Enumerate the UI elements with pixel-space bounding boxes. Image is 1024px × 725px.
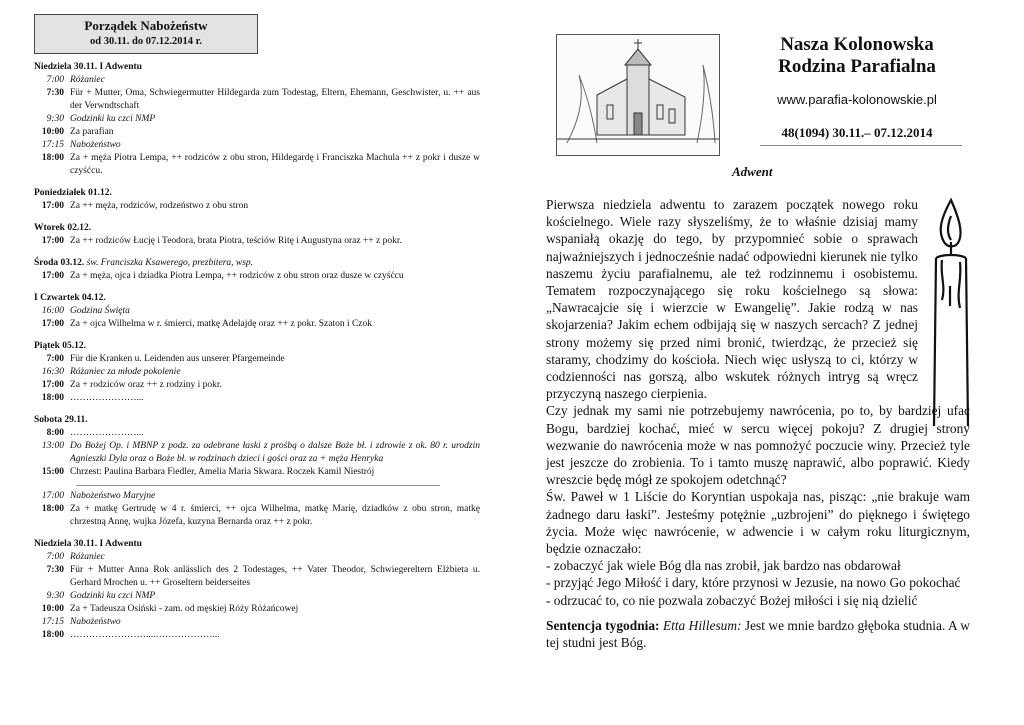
entry-text: Różaniec [70,552,105,562]
entry-time: 9:30 [46,591,64,601]
weekly-sentence [546,617,970,651]
article-paragraph-1: Pierwsza niedziela adwentu to zarazem początek nowego roku kościelnego. Wiele razy słyszeliśmy, że to właśnie dzisiaj mamy wspaniałą okazję do tego, by przypomnieć sobie o sprawach najważniejszych i jednocześnie nadać odpowiedni kierunek nie tylko naszemu życiu parafialnemu, ale też rodzinnemu i osobistemu. Tematem rozpoczynającego się roku kościelnego są słowa: „Nawracajcie się i wierzcie w Ewangelię”. Jakie rodzą w nas skojarzenia? Jakim echem odbijają się w naszych sercach? Z jednej strony możemy się przed nimi bronić, twierdząc, że przecież się staramy, chodzimy do kościoła. Niech więc usłyszą to ci, którzy w codzienności nas gorszą, albo wskutek różnych intryg są wręcz przyczyną naszego cierpienia. [546,197,918,402]
article-paragraph-2: Św. Paweł w 1 Liście do Koryntian uspokaja nas, pisząc: „nie brakuje wam żadnego daru łaski”. Jesteśmy potężnie „uzbrojeni” do pięknego i świętego życia. Może więc nawrócenie, w adwencie i w całym roku liturgicznym, będzie oznaczało: [546,489,970,557]
schedule-entry [34,139,480,152]
schedule-entry [34,305,480,318]
day-heading [34,339,480,353]
schedule-entry [34,590,480,603]
entry-text: Za + ojca Wilhelma w r. śmierci, matkę Adelajdę oraz ++ z pokr. Szaton i Czok [70,319,373,329]
entry-time: 16:30 [41,367,64,377]
entry-text: Do Bożej Op. i MBNP z podz. za odebrane łaski z prośbą o dalsze Boże bł. i zdrowie z ok. 80 r. urodzin Agnieszki Dyla oraz o Boże bł. w rodzinach dzieci i gości oraz za + męża Henryka [70,441,480,464]
article-bullet: - zobaczyć jak wiele Bóg dla nas zrobił, jak bardzo nas obdarował [546,558,901,574]
entry-text: Nabożeństwo [70,140,121,150]
schedule-entry [34,392,480,405]
day-heading [34,60,480,74]
day-heading [34,537,480,551]
day-heading-text: Sobota 29.11. [34,415,88,425]
schedule-entry [34,603,480,616]
day-heading-text: Wtorek 02.12. [34,223,92,233]
day-heading-text: Środa 03.12. [34,258,85,268]
mass-schedule [34,14,480,642]
schedule-title-box [34,14,258,54]
day-heading-text: I Czwartek 04.12. [34,293,106,303]
schedule-day [34,186,480,213]
issue-divider [760,145,962,146]
schedule-day [34,291,480,331]
entry-time: 16:00 [41,306,64,316]
entry-text: Für + Mutter Anna Rok anlässlich des 2 Todestages, ++ Vater Theodor, Schwiegereltern Elżbieta u. Gerhard Mrochen u. ++ Groseltern beiderseites [70,565,480,588]
sentence-text: Jest we mnie bardzo głęboka studnia. A w tej studni jest Bóg. [546,617,970,651]
entry-time: 17:00 [41,236,64,246]
schedule-day [34,339,480,405]
schedule-day [34,221,480,248]
entry-time: 17:00 [41,491,64,501]
schedule-entry [34,551,480,564]
day-heading-note: św. Franciszka Ksawerego, prezbitera, wsp. [86,258,254,268]
entry-text: …………………... [70,428,144,438]
schedule-day [34,413,480,529]
divider [76,485,440,486]
entry-text: …………………... [70,393,144,403]
schedule-entry [34,353,480,366]
schedule-entry [34,466,480,479]
entry-text: Nabożeństwo [70,617,121,627]
schedule-entry [34,74,480,87]
day-heading [34,413,480,427]
advent-article [546,196,970,651]
entry-text: Für die Kranken u. Leidenden aus unserer Pfargemeinde [70,354,285,364]
schedule-dates: od 30.11. do 07.12.2014 r. [90,36,202,47]
entry-time: 18:00 [41,153,64,163]
entry-time: 7:30 [46,88,64,98]
sentence-label: Sentencja tygodnia: [546,617,660,633]
entry-time: 7:00 [46,552,64,562]
newsletter-title-line1: Nasza Kolonowska [780,34,934,55]
schedule-entry [34,440,480,466]
entry-time: 18:00 [41,393,64,403]
entry-time: 15:00 [41,467,64,477]
entry-time: 10:00 [41,127,64,137]
schedule-entry [34,427,480,440]
schedule-entry [34,270,480,283]
schedule-day [34,256,480,283]
schedule-entry [34,318,480,331]
entry-text: Za + męża, ojca i dziadka Piotra Lempa, ++ rodziców z obu stron oraz dusze w czyśćcu [70,271,404,281]
entry-time: 17:15 [41,140,64,150]
day-heading-text: Piątek 05.12. [34,341,86,351]
entry-time: 10:00 [41,604,64,614]
entry-text: Godzina Święta [70,306,130,316]
entry-text: Za + rodziców oraz ++ z rodziny i pokr. [70,380,222,390]
article-bullet: - przyjąć Jego Miłość i dary, które przynosi w Jezusie, na nowo Go pokochać [546,575,961,591]
schedule-entry [34,629,480,642]
entry-time: 17:15 [41,617,64,627]
day-heading [34,186,480,200]
entry-time: 13:00 [41,441,64,451]
entry-time: 7:30 [46,565,64,575]
entry-time: 17:00 [41,319,64,329]
issue-number: 48(1094) 30.11.– 07.12.2014 [781,125,933,140]
schedule-title: Porządek Nabożeństw [84,18,208,33]
entry-text: Chrzest: Paulina Barbara Fiedler, Amelia Maria Skwara. Roczek Kamil Niestrój [70,467,375,477]
article-paragraph-1-cont: Czy jednak my sami nie potrzebujemy nawrócenia, po to, by bardziej ufać Bogu, bardziej kochać, mieć w sercu więcej pokoju? Z drugiej strony wezwanie do nawrócenia może w nas pomnożyć poczucie winy. Przecież tyle jest jeszcze do zrobienia. To i tamto muszę naprawić, albo poprawić. Kiedy wreszcie będę mógł ze spokojem odetchnąć? [546,403,970,488]
day-heading-text: Niedziela 30.11. I Adwentu [34,62,142,72]
entry-text: Różaniec za młode pokolenie [70,367,181,377]
article-bullet: - odrzucać to, co nie pozwala zobaczyć Bożej miłości i się nią dzielić [546,592,918,608]
sentence-author: Etta Hillesum: [662,617,742,633]
schedule-entry [34,200,480,213]
parish-website: www.parafia-kolonowskie.pl [777,92,937,107]
entry-time: 7:00 [46,75,64,85]
entry-time: 17:00 [41,271,64,281]
entry-time: 7:00 [46,354,64,364]
entry-time: 17:00 [41,201,64,211]
schedule-entry [34,235,480,248]
entry-time: 9:30 [46,114,64,124]
entry-time: 17:00 [41,380,64,390]
entry-text: Godzinki ku czci NMP [70,114,156,124]
schedule-day [34,537,480,642]
schedule-entry [34,152,480,178]
newsletter-header [742,34,972,146]
schedule-entry [34,126,480,139]
entry-time: 18:00 [41,630,64,640]
schedule-day [34,60,480,178]
newsletter-title [742,34,972,78]
section-title: Adwent [732,164,773,179]
entry-text: Nabożeństwo Maryjne [70,491,156,501]
schedule-entry [34,379,480,392]
entry-text: Za parafian [70,127,114,137]
entry-text: Za + Tadeusza Osiński - zam. od męskiej Róży Różańcowej [70,604,299,614]
day-heading [34,256,480,270]
entry-time: 8:00 [46,428,64,438]
schedule-entry [34,113,480,126]
newsletter-title-line2: Rodzina Parafialna [778,56,936,77]
entry-text: Za ++ rodziców Łucję i Teodora, brata Piotra, teściów Ritę i Augustyna oraz ++ z pokr. [70,236,402,246]
schedule-entry [34,616,480,629]
day-heading [34,221,480,235]
schedule-entry [34,87,480,113]
entry-text: Różaniec [70,75,105,85]
church-illustration [556,34,720,156]
schedule-entry [34,490,480,503]
entry-text: Za + męża Piotra Lempa, ++ rodziców z obu stron, Hildegardę i Franciszka Machula ++ z pokr i dusze w czyśćcu. [70,153,480,176]
entry-text: Für + Mutter, Oma, Schwiegermutter Hildegarda zum Todestag, Eltern, Ehemann, Geschwister, u. ++ aus der Verwndtschaft [70,88,480,111]
day-heading [34,291,480,305]
entry-text: Za + matkę Gertrudę w 4 r. śmierci, ++ ojca Wilhelma, matkę Marię, dziadków z obu stron, matkę chrzestną Annę, wujka Józefa, kuzyna Bernarda oraz ++ z pokr. [70,504,480,527]
schedule-entry [34,503,480,529]
schedule-days [34,60,480,642]
day-heading-text: Poniedziałek 01.12. [34,188,112,198]
schedule-entry [34,564,480,590]
schedule-entry [34,366,480,379]
entry-text: Godzinki ku czci NMP [70,591,156,601]
entry-time: 18:00 [41,504,64,514]
entry-text: ……………………....………………... [70,630,220,640]
entry-text: Za ++ męża, rodziców, rodzeństwo z obu stron [70,201,249,211]
day-heading-text: Niedziela 30.11. I Adwentu [34,539,142,549]
